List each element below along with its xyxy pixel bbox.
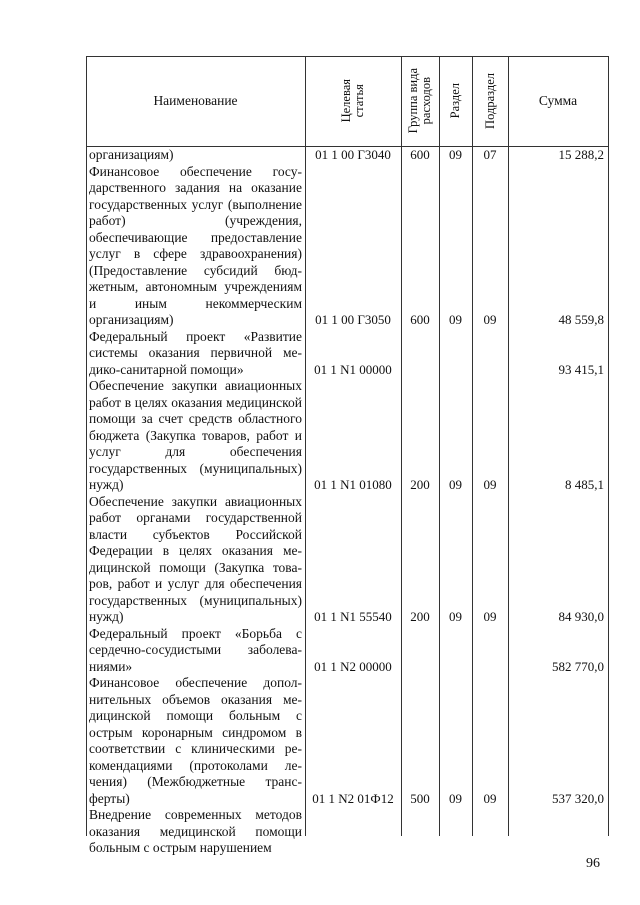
budget-table	[86, 56, 608, 855]
row-target-article: 01 1 N1 00000	[314, 361, 392, 377]
row-section: 09	[449, 312, 462, 327]
row-sum: 48 559,8	[558, 312, 604, 327]
row-target-article: 01 1 N1 01080	[314, 477, 392, 492]
header-section: Раздел	[448, 83, 462, 119]
row-target-article: 01 1 00 Г3050	[315, 312, 391, 327]
row-sum: 84 930,0	[558, 609, 604, 624]
row-name: Федеральный проект «Развитие системы оказания первичной медико-санитарной помощи»	[89, 328, 302, 377]
header-target-article: Целевая статья	[339, 79, 366, 123]
row-name: организациям)	[89, 147, 174, 162]
table-row	[86, 494, 608, 626]
row-name: Обеспечение закупки авиационных работ органами государственной власти субъектов Российской Федерации в целях оказания медицинской помощи (Закупка товаров, работ и услуг для обеспечения государственных (муниципальных) нужд)	[89, 493, 302, 624]
row-section: 09	[449, 147, 462, 162]
row-target-article: 01 1 N1 55540	[314, 609, 392, 624]
row-name: Финансовое обеспечение дополнительных объемов оказания медицинской помощи больным с острым коронарным синдромом в соответствии с клиническими рекомендациями (протоколами лечения) (Межбюджетные трансферты)	[89, 675, 302, 806]
table-row	[86, 807, 608, 857]
row-subsection: 09	[483, 477, 497, 492]
table-row	[86, 329, 608, 379]
row-target-article: 01 1 00 Г3040	[315, 147, 391, 162]
row-sum: 93 415,1	[558, 361, 604, 377]
table-row	[86, 675, 608, 807]
row-sum: 8 485,1	[565, 477, 604, 492]
row-name: Финансовое обеспечение государственного задания на оказание государственных услуг (выполнение работ) (учреждения, обеспечивающие предоставление услуг в сфере здравоохранения) (Предоставление субсидий бюджетным, автономным учреждениям и иным некоммерческим организациям)	[89, 163, 302, 327]
row-name: Внедрение современных методов оказания медицинской помощи больным с острым нарушением	[89, 807, 302, 855]
row-expense-group: 200	[410, 609, 430, 624]
header-sum: Сумма	[538, 93, 578, 108]
row-section: 09	[449, 790, 462, 806]
header-subsection: Подраздел	[482, 73, 497, 129]
row-sum: 537 320,0	[552, 790, 604, 806]
row-section: 09	[449, 477, 462, 492]
table-border-right	[608, 56, 609, 836]
row-subsection: 09	[483, 312, 497, 327]
row-target-article: 01 1 N2 01Ф12	[312, 790, 394, 806]
table-row	[86, 626, 608, 676]
row-sum: 582 770,0	[552, 658, 604, 674]
row-subsection: 07	[483, 147, 497, 162]
row-section: 09	[449, 609, 462, 624]
row-sum: 15 288,2	[558, 147, 604, 162]
header-name: Наименование	[153, 93, 238, 108]
row-name: Обеспечение закупки авиационных работ в целях оказания медицинской помощи за счет средств областного бюджета (Закупка товаров, работ и услуг для обеспечения государственных (муниципальных) нужд)	[89, 378, 302, 492]
table-row	[86, 147, 608, 164]
row-expense-group: 600	[410, 147, 430, 162]
table-row	[86, 164, 608, 329]
row-expense-group: 500	[410, 790, 430, 806]
table-row	[86, 378, 608, 494]
row-expense-group: 200	[410, 477, 430, 492]
row-subsection: 09	[483, 609, 497, 624]
row-expense-group: 600	[410, 312, 430, 327]
row-name: Федеральный проект «Борьба с сердечно-сосудистыми заболеваниями»	[89, 625, 302, 674]
table-body	[86, 147, 608, 857]
row-subsection: 09	[483, 790, 497, 806]
header-expense-group: Группа вида расходов	[406, 68, 433, 134]
page-number: 96	[586, 856, 600, 871]
row-target-article: 01 1 N2 00000	[314, 658, 392, 674]
